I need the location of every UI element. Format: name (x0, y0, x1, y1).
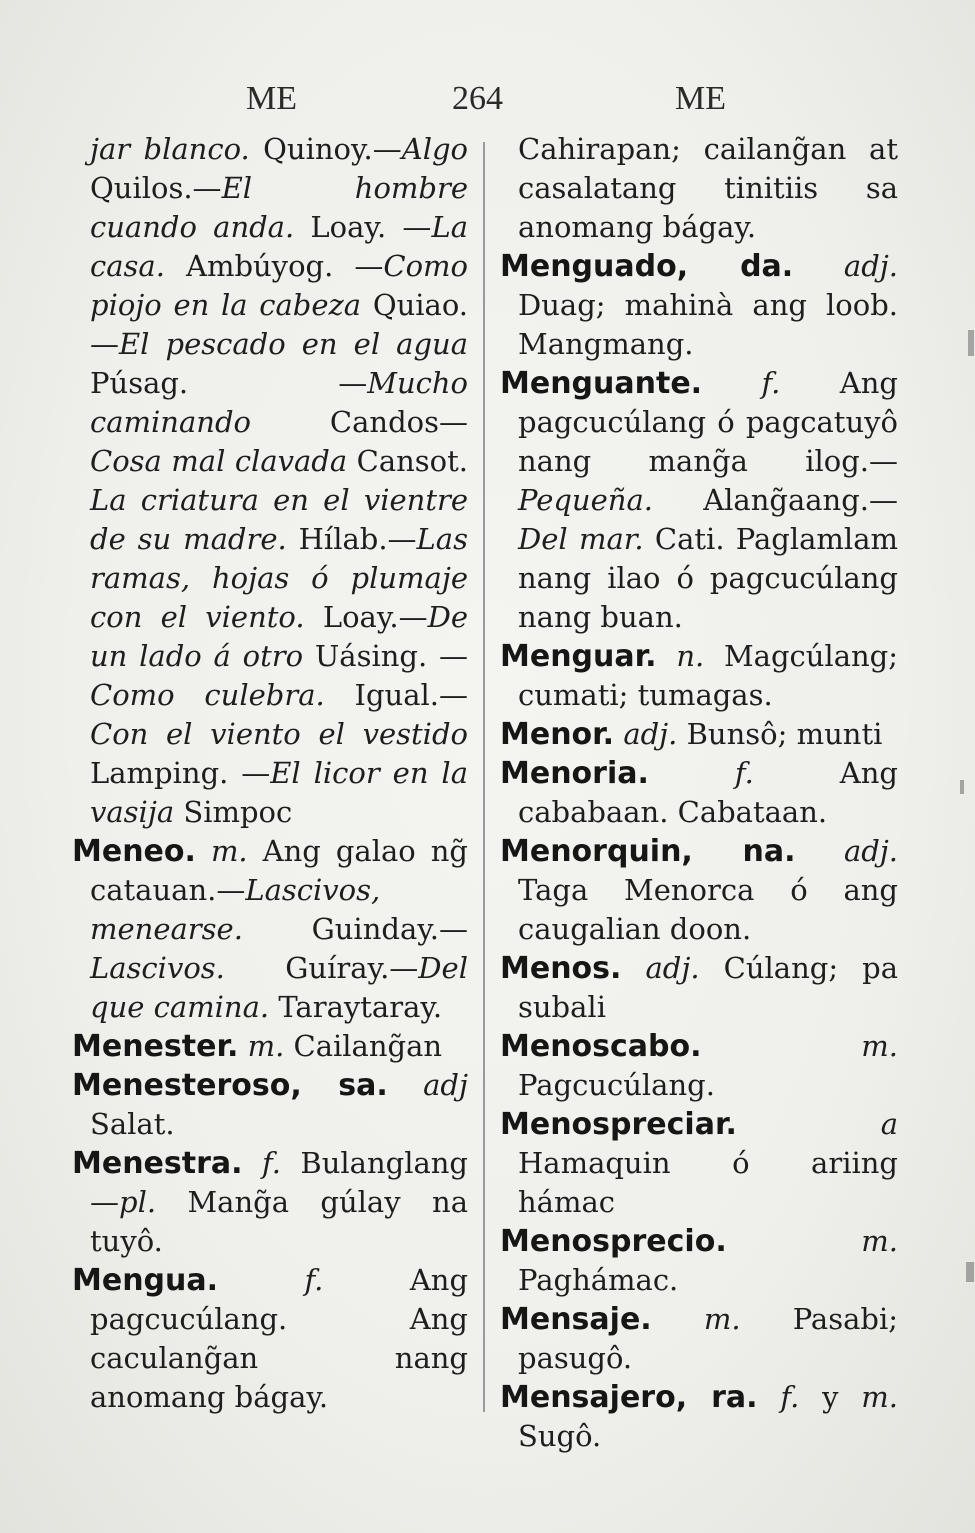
continued-entry (72, 130, 468, 832)
entry-text: Igual.— (324, 678, 468, 712)
dictionary-entry (72, 832, 468, 1027)
entry-text (727, 1224, 862, 1258)
italic-text: Las ramas, hojas ó plumaje con el viento. (90, 522, 468, 634)
entry-text: Cailang̃an (284, 1029, 443, 1063)
entry-text (758, 1380, 781, 1414)
entry-text: Ang cababaan. Cabataan. (518, 756, 898, 829)
italic-text: jar blanco. (90, 132, 250, 166)
dictionary-entry (500, 715, 898, 754)
italic-text: m. (861, 1380, 898, 1414)
italic-text: Pequeña. (518, 483, 653, 517)
italic-text: m. (861, 1224, 898, 1258)
italic-text: El licor en la vasija (90, 756, 468, 829)
entry-text (737, 1107, 881, 1141)
italic-text: adj. (645, 951, 700, 985)
headword: Menesteroso, sa. (72, 1068, 388, 1103)
entry-text: Loay. — (294, 210, 432, 244)
entry-text (652, 1302, 704, 1336)
italic-text: f. (761, 366, 781, 400)
italic-text: Del que camina. (90, 951, 468, 1024)
entry-text: Paghámac. (518, 1263, 679, 1297)
entry-text: Salat. (90, 1107, 175, 1141)
edge-mark (966, 1262, 974, 1282)
dictionary-entry (500, 247, 898, 364)
edge-mark (960, 780, 964, 794)
entry-text (218, 1263, 304, 1297)
italic-text: El pescado en el agua (119, 327, 468, 361)
dictionary-entry (72, 1027, 468, 1066)
header-left-guide-word: ME (246, 80, 297, 117)
italic-text: n. (676, 639, 705, 673)
entry-text: Guíray.— (224, 951, 419, 985)
entry-text (621, 951, 645, 985)
italic-text: El hombre cuando anda. (90, 171, 468, 244)
entry-text: Quilos.— (90, 171, 222, 205)
entry-text (649, 756, 735, 790)
headword: Meneo. (72, 834, 196, 869)
entry-text: Pasabi; pasugô. (518, 1302, 898, 1375)
italic-text: Algo (401, 132, 468, 166)
italic-text: m. (210, 834, 248, 868)
entry-text (238, 1029, 247, 1063)
italic-text: Como culebra. (90, 678, 325, 712)
entry-text: Simpoc (174, 795, 293, 829)
italic-text: f. (734, 756, 754, 790)
italic-text: adj. (843, 834, 899, 868)
dictionary-entry (500, 832, 898, 949)
entry-text (614, 717, 623, 751)
entry-text: Taraytaray. (269, 990, 443, 1024)
italic-text: Como piojo en la cabeza (90, 249, 468, 322)
entry-text: Púsag. — (90, 366, 368, 400)
italic-text: f. (262, 1146, 281, 1180)
entry-text (243, 1146, 262, 1180)
entry-text: Cahirapan; cailang̃an at casalatang tinitiis sa anomang bágay. (518, 132, 898, 244)
entry-text (657, 639, 677, 673)
dictionary-entry (72, 1066, 468, 1144)
italic-text: m. (703, 1302, 741, 1336)
entry-text: Magcúlang; cumati; tumagas. (518, 639, 899, 712)
entry-text: Candos— (250, 405, 468, 439)
italic-text: La criatura en el vientre de su madre. (90, 483, 468, 556)
italic-text: adj (423, 1068, 468, 1102)
entry-text: Quiao. — (90, 288, 469, 361)
dictionary-entry (500, 1378, 898, 1456)
italic-text: adj. (843, 249, 898, 283)
headword: Menor. (500, 717, 615, 752)
italic-text: Con el viento el vestido (90, 717, 468, 751)
italic-text: De un lado á otro (90, 600, 468, 673)
headword: Mensaje. (500, 1302, 652, 1337)
running-header (0, 80, 975, 126)
headword: Menguante. (500, 366, 703, 401)
italic-text: Lascivos, menearse. (90, 873, 381, 946)
dictionary-entry (500, 1300, 898, 1378)
dictionary-entry (500, 1027, 898, 1105)
headword: Mensajero, ra. (500, 1380, 758, 1415)
headword: Menos. (500, 951, 622, 986)
entry-text: Lamping. — (90, 756, 271, 790)
dictionary-entry (500, 637, 898, 715)
entry-text: Hamaquin ó ariing hámac (518, 1146, 898, 1219)
entry-text: Ang pagcucúlang. Ang caculang̃an nang anomang bágay. (90, 1263, 469, 1414)
dictionary-entry (500, 1222, 898, 1300)
column-divider (483, 142, 485, 1412)
entry-text: Mang̃a gúlay na tuyô. (90, 1185, 468, 1258)
italic-text: La casa. (90, 210, 468, 283)
page-number: 264 (452, 80, 503, 117)
dictionary-entry (72, 1261, 468, 1417)
entry-text: y (799, 1380, 862, 1414)
headword: Menester. (72, 1029, 239, 1064)
entry-text: Guinday.— (242, 912, 468, 946)
italic-text: Mucho caminando (90, 366, 468, 439)
italic-text: pl. (119, 1185, 157, 1219)
left-column (72, 130, 468, 1417)
headword: Menguar. (500, 639, 657, 674)
edge-mark (968, 330, 974, 356)
continued-entry (500, 130, 898, 247)
entry-text: Duag; mahinà ang loob. Mangmang. (518, 288, 898, 361)
italic-text: f. (780, 1380, 800, 1414)
entry-text: Alang̃aang.— (652, 483, 898, 517)
entry-text (796, 834, 844, 868)
dictionary-entry (500, 754, 898, 832)
entry-text: Loay.— (304, 600, 428, 634)
italic-text: m. (861, 1029, 898, 1063)
entry-text: Bunsô; munti (677, 717, 883, 751)
dictionary-entry (500, 1105, 898, 1222)
headword: Mengua. (72, 1263, 219, 1298)
italic-text: m. (247, 1029, 285, 1063)
headword: Menestra. (72, 1146, 243, 1181)
italic-text: Cosa mal clavada (90, 444, 348, 478)
dictionary-entry (500, 949, 898, 1027)
headword: Menospreciar. (500, 1107, 737, 1142)
italic-text: Lascivos. (90, 951, 225, 985)
headword: Menorquin, na. (500, 834, 796, 869)
entry-text: Pagcucúlang. (518, 1068, 715, 1102)
italic-text: adj. (623, 717, 678, 751)
dictionary-entry (500, 364, 898, 637)
entry-text: Bulanglang — (90, 1146, 468, 1219)
dictionary-entry (72, 1144, 468, 1261)
entry-text: Quinoy.— (249, 132, 402, 166)
entry-text (702, 366, 761, 400)
entry-text: Taga Menorca ó ang caugalian doon. (518, 873, 898, 946)
entry-text (793, 249, 844, 283)
entry-text (702, 1029, 862, 1063)
entry-text: Ambúyog. — (164, 249, 384, 283)
entry-text: Cansot. (347, 444, 468, 478)
entry-text: Cati. Paglamlam nang ilao ó pagcucúlang nang buan. (518, 522, 898, 634)
entry-text: Sugô. (518, 1419, 602, 1453)
headword: Menosprecio. (500, 1224, 727, 1259)
headword: Menoscabo. (500, 1029, 702, 1064)
entry-text (388, 1068, 423, 1102)
italic-text: Del mar. (518, 522, 644, 556)
entry-text: Cúlang; pa subali (518, 951, 899, 1024)
headword: Menguado, da. (500, 249, 794, 284)
entry-text: Uásing. — (303, 639, 468, 673)
right-column (500, 130, 898, 1456)
italic-text: a (880, 1107, 898, 1141)
italic-text: f. (304, 1263, 324, 1297)
entry-text: Ang galao ng̃ catauan.— (90, 834, 468, 907)
entry-text (196, 834, 211, 868)
entry-text: Ang pagcucúlang ó pagcatuyô nang mang̃a ilog.— (518, 366, 898, 478)
headword: Menoria. (500, 756, 649, 791)
entry-text: Hílab.— (286, 522, 417, 556)
header-right-guide-word: ME (675, 80, 726, 117)
